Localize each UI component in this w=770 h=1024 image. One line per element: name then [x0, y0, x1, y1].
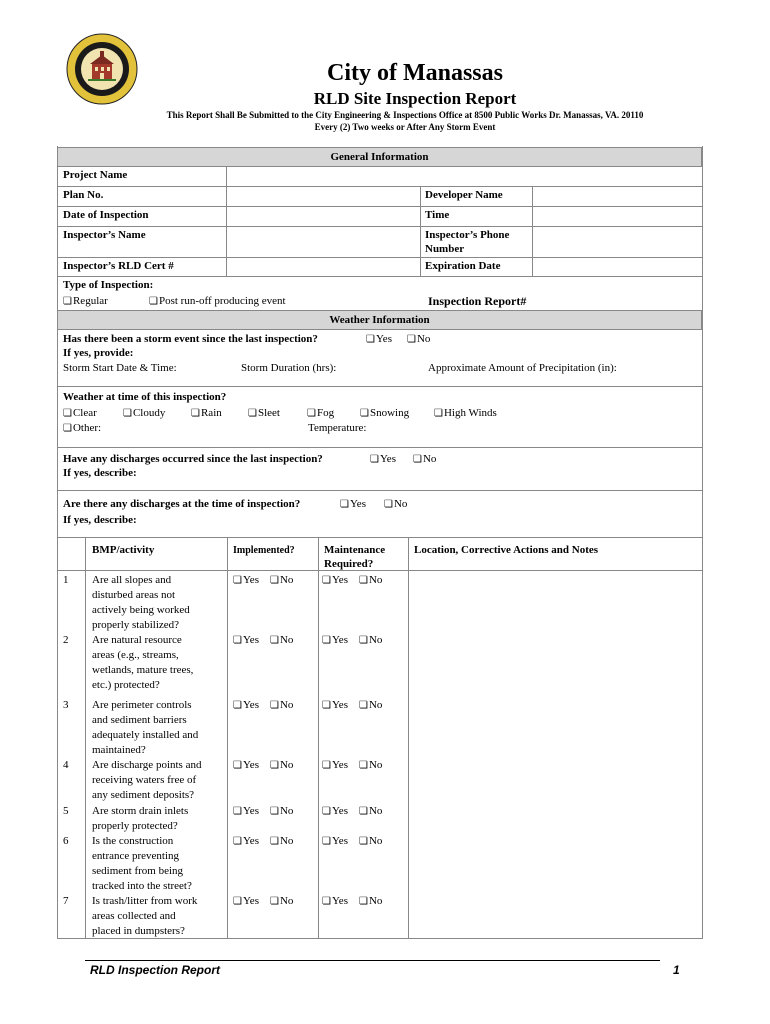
weather-rain-checkbox[interactable]: ❏ Rain: [191, 407, 222, 419]
implemented-no-checkbox[interactable]: ❏ No: [270, 698, 293, 713]
bmp-activity-text: Are storm drain inlets: [92, 805, 189, 817]
implemented-no-checkbox[interactable]: ❏ No: [270, 834, 293, 849]
temperature-label: Temperature:: [308, 422, 367, 434]
discharge-since-question: Have any discharges occurred since the last inspection?: [63, 453, 323, 465]
weather-other-checkbox[interactable]: ❏ Other:: [63, 422, 101, 434]
inspection-type-label: Type of Inspection:: [63, 279, 154, 291]
page-title: City of Manassas: [326, 60, 503, 86]
discharge-since-yes-checkbox[interactable]: ❏ Yes: [370, 453, 396, 465]
discharge-now-question: Are there any discharges at the time of inspection?: [63, 498, 301, 510]
weather-high-winds-checkbox[interactable]: ❏ High Winds: [434, 407, 497, 419]
weather-snowing-checkbox[interactable]: ❏ Snowing: [360, 407, 409, 419]
weather-sleet-checkbox[interactable]: ❏ Sleet: [248, 407, 280, 419]
inspector-phone-label-2: Number: [425, 243, 465, 255]
submission-note: This Report Shall Be Submitted to the City Engineering & Inspections Office at 8500 Public Works Dr. Manassas, VA. 20110: [166, 110, 644, 120]
col-maintenance-2: Required?: [324, 558, 374, 570]
report-subtitle: RLD Site Inspection Report: [313, 89, 517, 108]
weather-fog-checkbox[interactable]: ❏ Fog: [307, 407, 334, 419]
bmp-activity-text: wetlands, mature trees,: [92, 664, 194, 676]
date-of-inspection-label: Date of Inspection: [63, 209, 149, 221]
storm-start-label: Storm Start Date & Time:: [63, 362, 177, 374]
bmp-row-number: 3: [63, 699, 69, 711]
storm-no-checkbox[interactable]: ❏ No: [407, 333, 430, 345]
implemented-yes-checkbox[interactable]: ❏ Yes: [233, 633, 259, 648]
inspector-phone-label: Inspector’s Phone: [425, 229, 510, 241]
page-number: 1: [673, 963, 680, 977]
footer-divider: [85, 960, 660, 961]
weather-clear-checkbox[interactable]: ❏ Clear: [63, 407, 97, 419]
maintenance-no-checkbox[interactable]: ❏ No: [359, 698, 382, 713]
maintenance-no-checkbox[interactable]: ❏ No: [359, 758, 382, 773]
implemented-no-checkbox[interactable]: ❏ No: [270, 804, 293, 819]
bmp-activity-text: Is the construction: [92, 835, 174, 847]
implemented-no-checkbox[interactable]: ❏ No: [270, 758, 293, 773]
bmp-row-number: 4: [63, 759, 69, 771]
discharge-now-describe: If yes, describe:: [63, 514, 137, 526]
bmp-activity-text: any sediment deposits?: [92, 789, 195, 801]
maintenance-yes-checkbox[interactable]: ❏ Yes: [322, 834, 348, 849]
bmp-activity-text: etc.) protected?: [92, 679, 160, 691]
bmp-row-number: 5: [63, 805, 69, 817]
if-yes-provide: If yes, provide:: [63, 347, 134, 359]
inspector-name-label: Inspector’s Name: [63, 229, 146, 241]
discharge-since-describe: If yes, describe:: [63, 467, 137, 479]
bmp-activity-text: properly stabilized?: [92, 619, 180, 631]
bmp-row-number: 7: [63, 895, 69, 907]
bmp-row-number: 1: [63, 574, 69, 586]
bmp-activity-text: Are natural resource: [92, 634, 182, 646]
footer-label: RLD Inspection Report: [90, 963, 221, 977]
col-implemented: Implemented?: [233, 545, 295, 556]
bmp-activity-text: areas (e.g., streams,: [92, 649, 179, 661]
weather-info-heading: Weather Information: [57, 310, 702, 330]
bmp-activity-text: receiving waters free of: [92, 774, 197, 786]
bmp-row-number: 6: [63, 835, 69, 847]
bmp-activity-text: actively being worked: [92, 604, 190, 616]
time-label: Time: [425, 209, 450, 221]
plan-no-label: Plan No.: [63, 189, 104, 201]
report-number-label: Inspection Report#: [428, 294, 527, 308]
bmp-activity-text: Is trash/litter from work: [92, 895, 198, 907]
type-post-event-checkbox[interactable]: ❏ Post run-off producing event: [149, 295, 286, 307]
implemented-yes-checkbox[interactable]: ❏ Yes: [233, 758, 259, 773]
city-seal-logo: [66, 33, 138, 105]
implemented-no-checkbox[interactable]: ❏ No: [270, 894, 293, 909]
implemented-yes-checkbox[interactable]: ❏ Yes: [233, 573, 259, 588]
col-bmp-activity: BMP/activity: [92, 544, 155, 556]
bmp-activity-text: Are discharge points and: [92, 759, 202, 771]
bmp-activity-text: areas collected and: [92, 910, 176, 922]
bmp-activity-text: placed in dumpsters?: [92, 925, 185, 937]
maintenance-yes-checkbox[interactable]: ❏ Yes: [322, 698, 348, 713]
maintenance-yes-checkbox[interactable]: ❏ Yes: [322, 804, 348, 819]
maintenance-no-checkbox[interactable]: ❏ No: [359, 834, 382, 849]
maintenance-yes-checkbox[interactable]: ❏ Yes: [322, 758, 348, 773]
rld-cert-label: Inspector’s RLD Cert #: [63, 260, 174, 272]
frequency-note: Every (2) Two weeks or After Any Storm Event: [314, 122, 496, 132]
discharge-now-yes-checkbox[interactable]: ❏ Yes: [340, 498, 366, 510]
maintenance-no-checkbox[interactable]: ❏ No: [359, 804, 382, 819]
developer-name-label: Developer Name: [425, 189, 503, 201]
implemented-yes-checkbox[interactable]: ❏ Yes: [233, 698, 259, 713]
bmp-activity-text: adequately installed and: [92, 729, 199, 741]
bmp-activity-text: properly protected?: [92, 820, 178, 832]
implemented-yes-checkbox[interactable]: ❏ Yes: [233, 804, 259, 819]
bmp-activity-text: tracked into the street?: [92, 880, 192, 892]
bmp-activity-text: entrance preventing: [92, 850, 180, 862]
storm-duration-label: Storm Duration (hrs):: [241, 362, 337, 374]
bmp-activity-text: sediment from being: [92, 865, 184, 877]
maintenance-yes-checkbox[interactable]: ❏ Yes: [322, 633, 348, 648]
col-location-notes: Location, Corrective Actions and Notes: [414, 544, 599, 556]
discharge-now-no-checkbox[interactable]: ❏ No: [384, 498, 407, 510]
project-name-label: Project Name: [63, 169, 128, 181]
discharge-since-no-checkbox[interactable]: ❏ No: [413, 453, 436, 465]
bmp-activity-text: Are perimeter controls: [92, 699, 192, 711]
type-regular-checkbox[interactable]: ❏ Regular: [63, 295, 108, 307]
weather-cloudy-checkbox[interactable]: ❏ Cloudy: [123, 407, 165, 419]
bmp-activity-text: and sediment barriers: [92, 714, 187, 726]
maintenance-no-checkbox[interactable]: ❏ No: [359, 894, 382, 909]
implemented-no-checkbox[interactable]: ❏ No: [270, 633, 293, 648]
maintenance-no-checkbox[interactable]: ❏ No: [359, 573, 382, 588]
bmp-activity-text: maintained?: [92, 744, 146, 756]
expiration-date-label: Expiration Date: [425, 260, 501, 272]
weather-question: Weather at time of this inspection?: [63, 391, 227, 403]
col-maintenance: Maintenance: [324, 544, 386, 556]
maintenance-no-checkbox[interactable]: ❏ No: [359, 633, 382, 648]
table-right-border: [702, 146, 703, 938]
implemented-yes-checkbox[interactable]: ❏ Yes: [233, 834, 259, 849]
storm-yes-checkbox[interactable]: ❏ Yes: [366, 333, 392, 345]
storm-question: Has there been a storm event since the last inspection?: [63, 333, 318, 345]
general-info-heading: General Information: [57, 147, 702, 167]
precipitation-label: Approximate Amount of Precipitation (in):: [428, 362, 617, 374]
bmp-activity-text: Are all slopes and: [92, 574, 172, 586]
maintenance-yes-checkbox[interactable]: ❏ Yes: [322, 573, 348, 588]
bmp-row-number: 2: [63, 634, 69, 646]
table-left-border: [57, 146, 58, 938]
implemented-no-checkbox[interactable]: ❏ No: [270, 573, 293, 588]
implemented-yes-checkbox[interactable]: ❏ Yes: [233, 894, 259, 909]
bmp-activity-text: disturbed areas not: [92, 589, 176, 601]
maintenance-yes-checkbox[interactable]: ❏ Yes: [322, 894, 348, 909]
